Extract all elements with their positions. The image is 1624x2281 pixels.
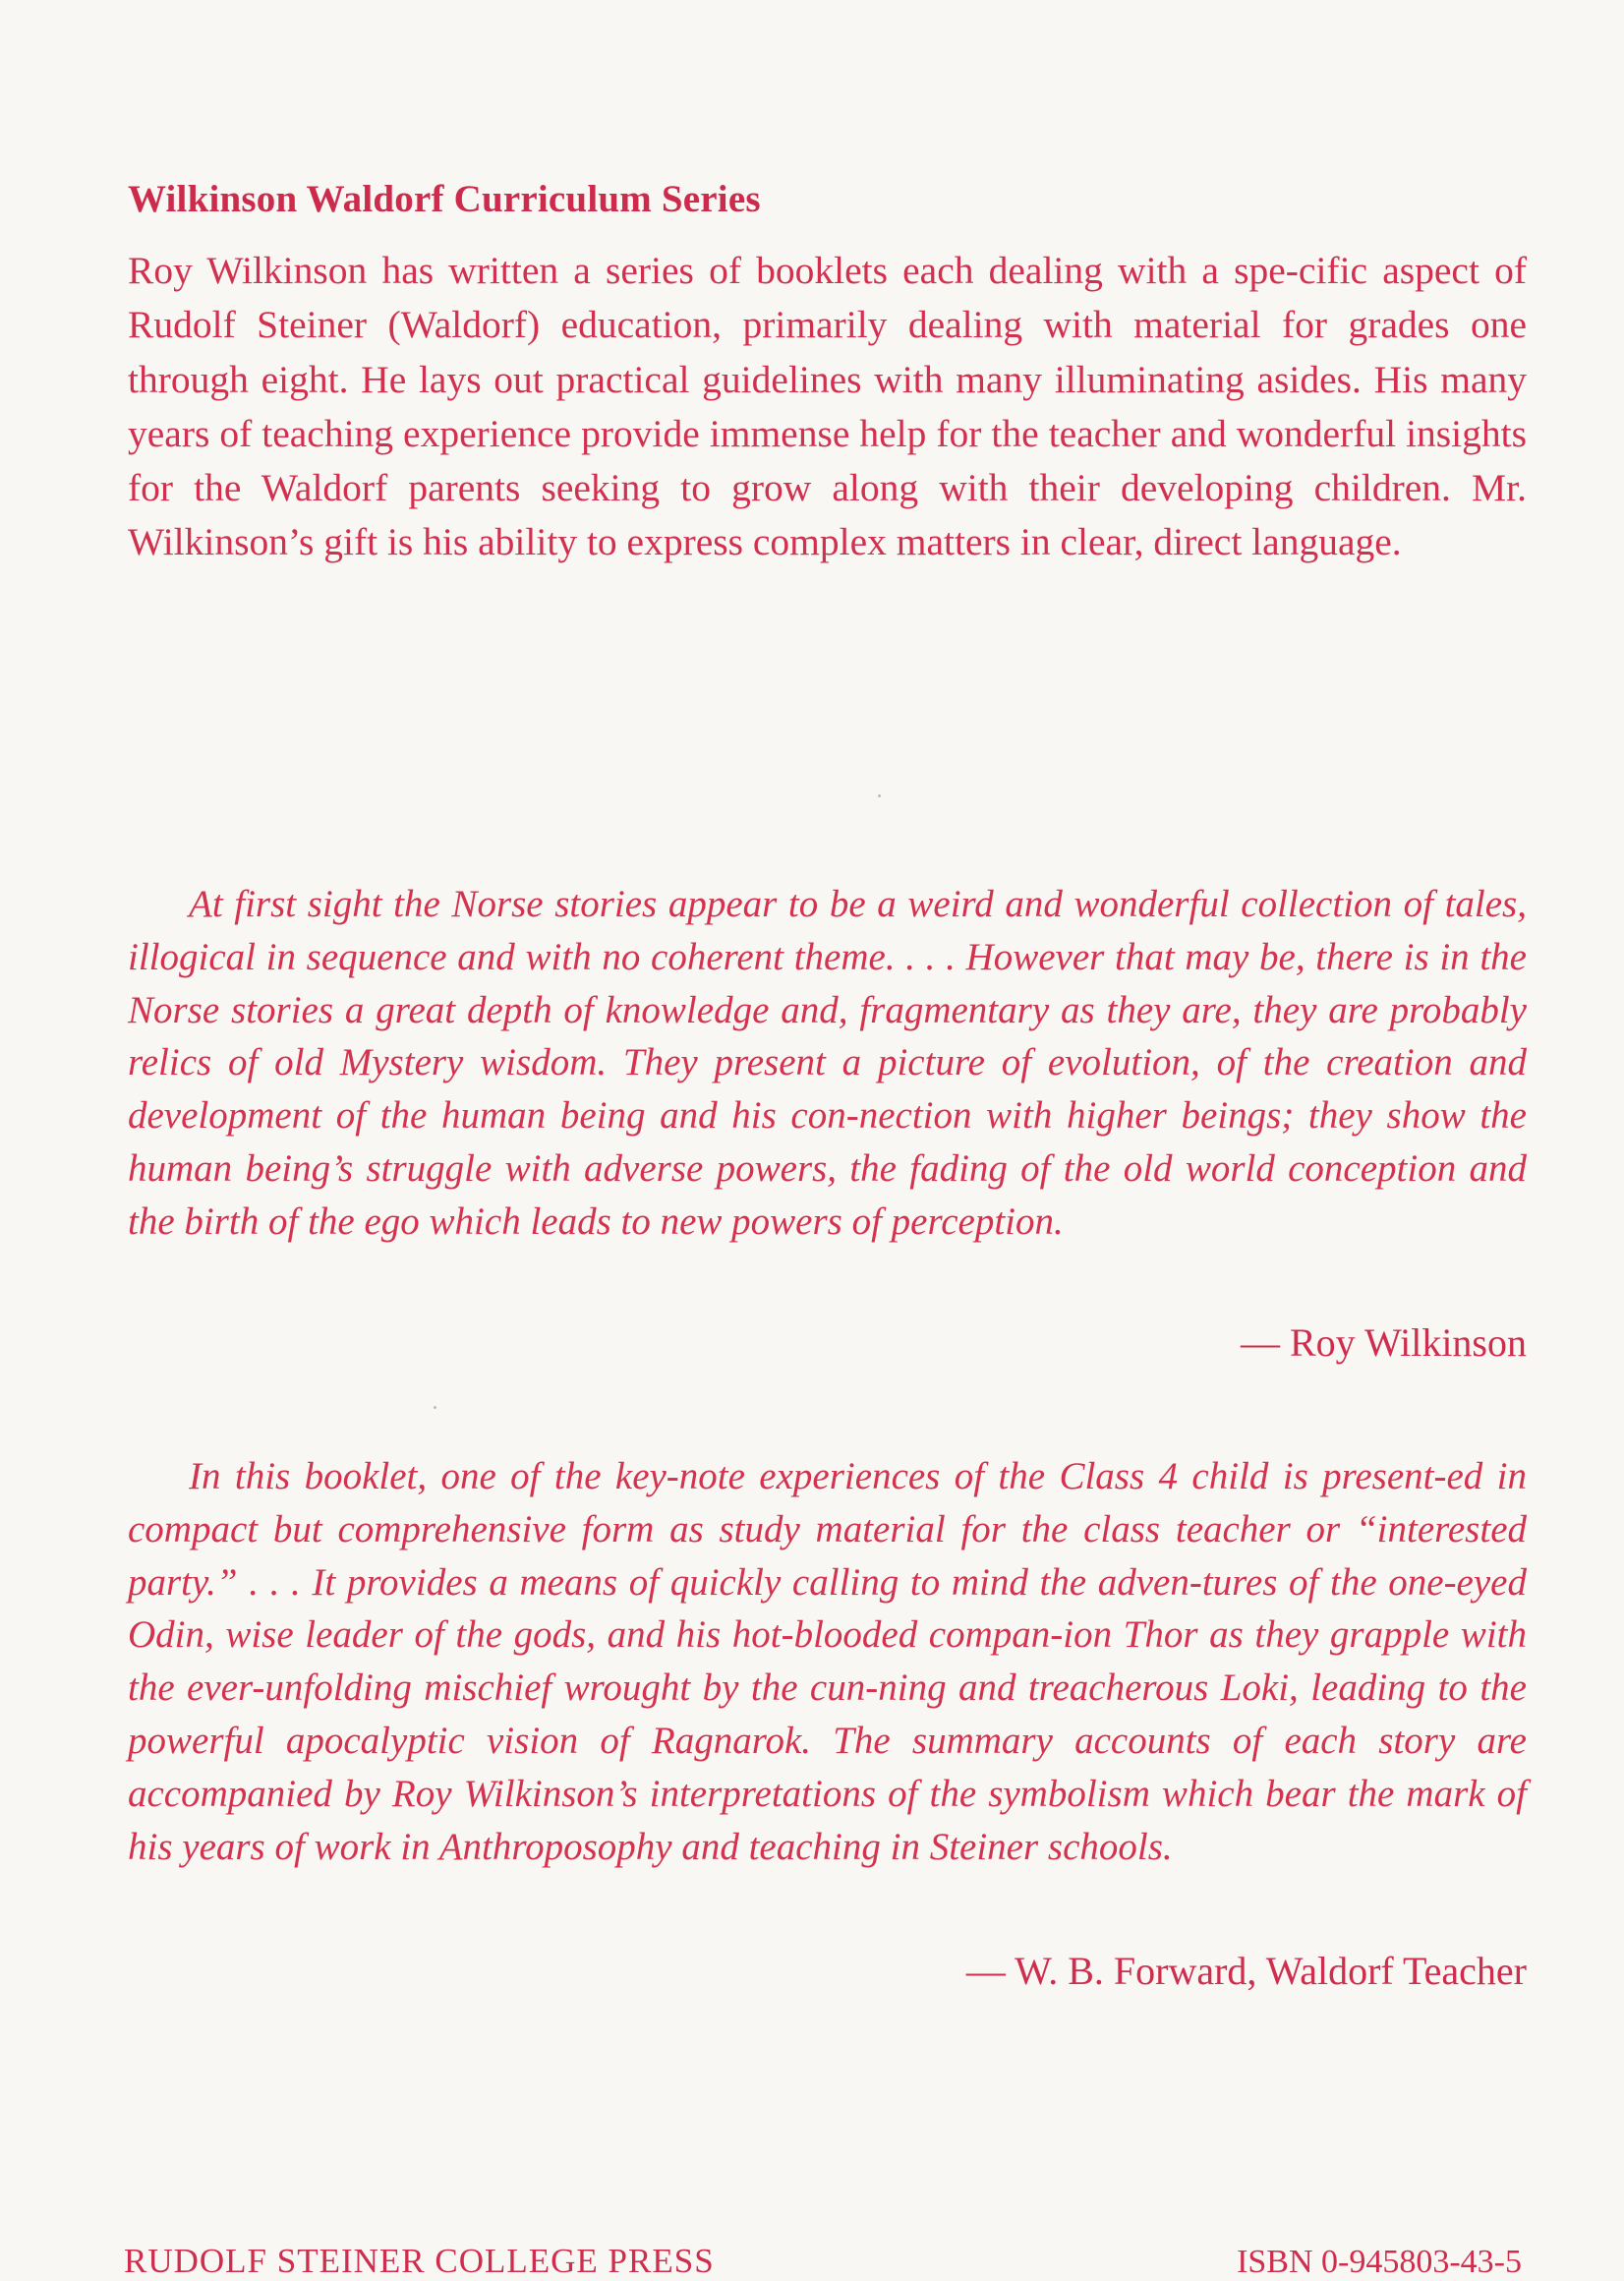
paper-speck: [434, 1406, 436, 1409]
wilkinson-attribution: — Roy Wilkinson: [1240, 1320, 1527, 1365]
forward-quote: In this booklet, one of the key-note experiences of the Class 4 child is present-ed in compact but comprehensive form as study material for the class teacher or “interested party.” . . . It provides a means of quickly calling to mind the adven-tures of the one-eyed Odin, wise leader of the gods, and his hot-blooded compan-ion Thor as they grapple with the ever-unfolding mischief wrought by the cun-ning and treacherous Loki, leading to the powerful apocalyptic vision of Ragnarok. The summary accounts of each story are accompanied by Roy Wilkinson’s interpretations of the symbolism which bear the mark of his years of work in Anthroposophy and teaching in Steiner schools.: [128, 1455, 1527, 1868]
isbn: ISBN 0-945803-43-5: [1237, 2244, 1522, 2280]
paper-speck: [878, 794, 881, 797]
publisher-name: RUDOLF STEINER COLLEGE PRESS: [124, 2242, 715, 2280]
series-title: Wilkinson Waldorf Curriculum Series: [128, 178, 761, 220]
wilkinson-quote: At first sight the Norse stories appear to be a weird and wonderful collection of tales, illogical in sequence and with no coherent theme. . . . However that may be, there is in the Norse stories a great depth of knowledge and, fragmentary as they are, they are probably relics of old Mystery wisdom. They present a picture of evolution, of the creation and development of the human being and his con-nection with higher beings; they show the human being’s struggle with adverse powers, the fading of the old world conception and the birth of the ego which leads to new powers of perception.: [128, 883, 1527, 1243]
forward-attribution: — W. B. Forward, Waldorf Teacher: [965, 1949, 1527, 1993]
series-description: Roy Wilkinson has written a series of booklets each dealing with a spe-cific aspect of Rudolf Steiner (Waldorf) education, primarily dealing with material for grades one through eight. He lays out practical guidelines with many illuminating asides. His many years of teaching experience provide immense help for the teacher and wonderful insights for the Waldorf parents seeking to grow along with their developing children. Mr. Wilkinson’s gift is his ability to express complex matters in clear, direct language.: [128, 249, 1527, 564]
